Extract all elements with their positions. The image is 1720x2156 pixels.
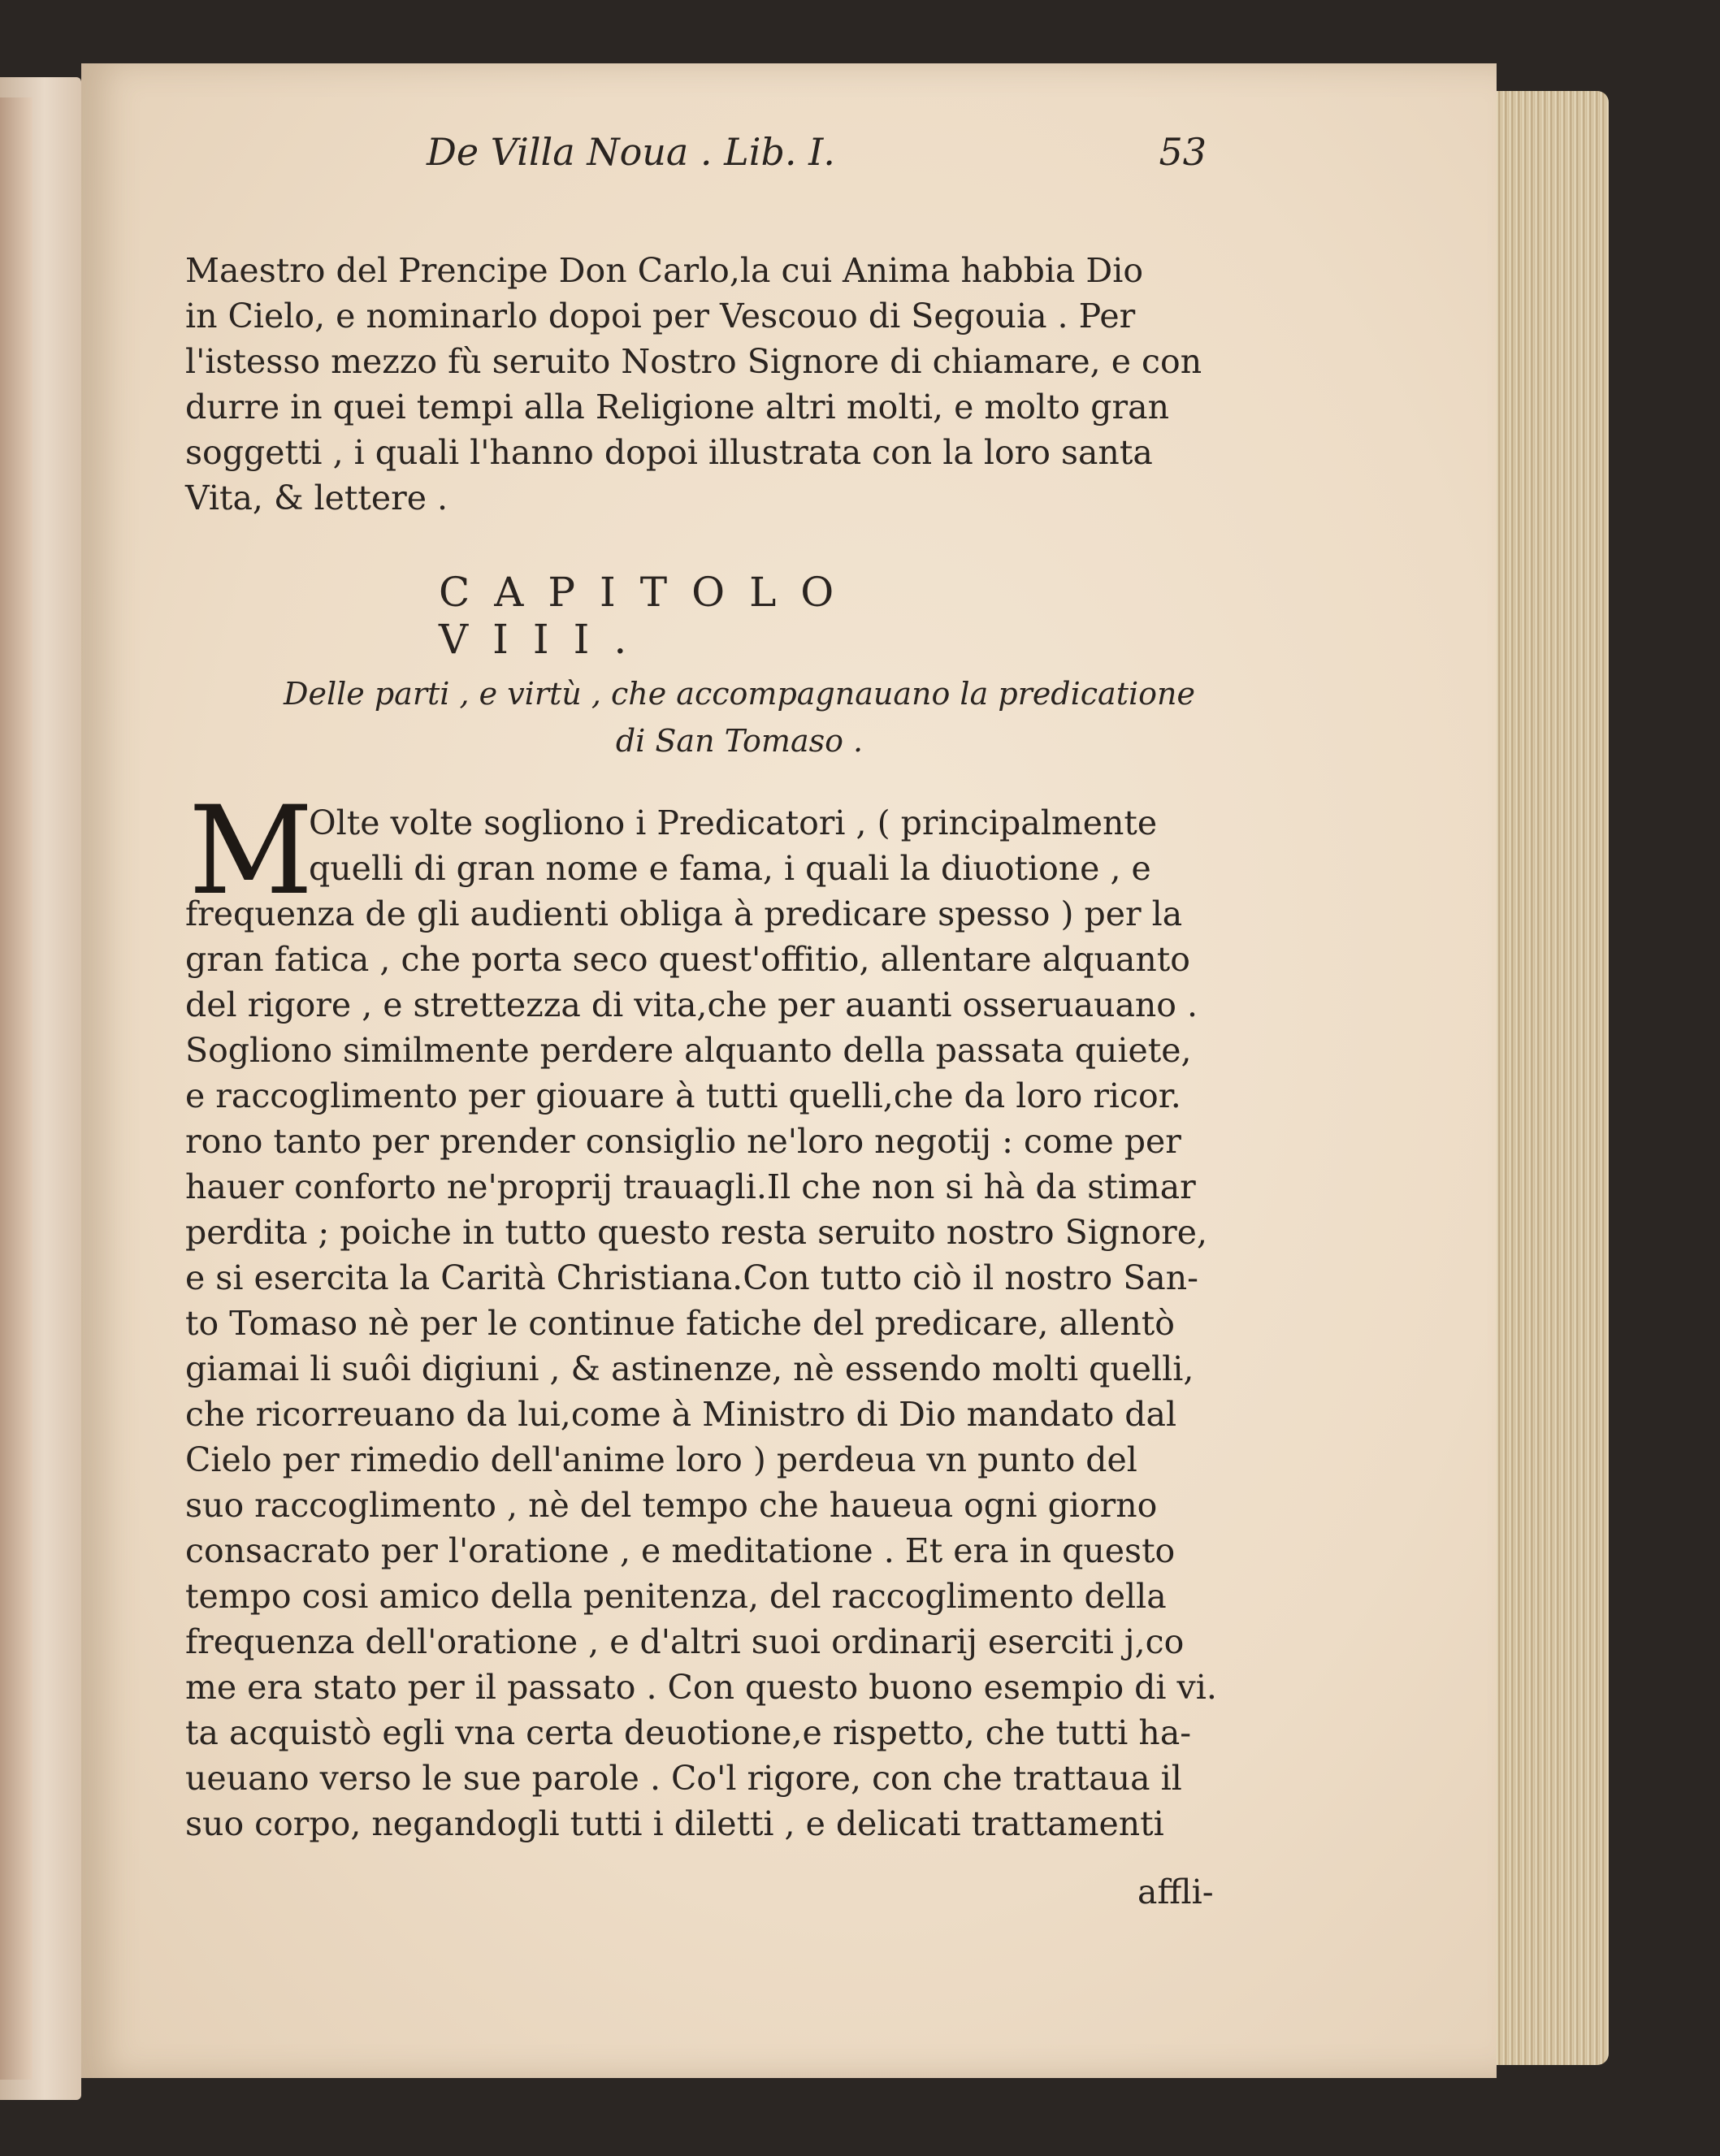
text-line: tempo cosi amico della penitenza, del raccoglimento della <box>185 1577 1167 1616</box>
text-line: frequenza de gli audienti obliga à predicare spesso ) per la <box>185 894 1183 933</box>
text-line: consacrato per l'oratione , e meditatione . Et era in questo <box>185 1531 1176 1570</box>
text-line: soggetti , i quali l'hanno dopoi illustrata con la loro santa <box>185 433 1153 472</box>
text-line: rono tanto per prender consiglio ne'loro negotij : come per <box>185 1122 1181 1161</box>
catchword: affli- <box>1137 1872 1214 1911</box>
text-line: durre in quei tempi alla Religione altri molti, e molto gran <box>185 387 1169 426</box>
body-paragraph <box>185 781 1274 1846</box>
text-line: perdita ; poiche in tutto questo resta seruito nostro Signore, <box>185 1213 1208 1252</box>
text-line: Maestro del Prencipe Don Carlo,la cui Anima habbia Dio <box>185 251 1144 290</box>
text-line: gran fatica , che porta seco quest'offitio, allentare alquanto <box>185 940 1190 979</box>
text-line: Olte volte sogliono i Predicatori , ( principalmente <box>309 803 1158 842</box>
text-line: e raccoglimento per giouare à tutti quelli,che da loro ricor. <box>185 1076 1181 1115</box>
page-number: 53 <box>1159 130 1207 174</box>
text-line: Cielo per rimedio dell'anime loro ) perdeua vn punto del <box>185 1440 1137 1479</box>
text-line: che ricorreuano da lui,come à Ministro di Dio mandato dal <box>185 1395 1177 1434</box>
text-line: l'istesso mezzo fù seruito Nostro Signore di chiamare, e con <box>185 342 1202 381</box>
running-title: De Villa Noua . Lib. I. <box>427 130 835 174</box>
running-head <box>427 130 1207 174</box>
text-line: suo corpo, negandogli tutti i diletti , e delicati trattamenti <box>185 1804 1164 1843</box>
text-line: me era stato per il passato . Con questo buono esempio di vi. <box>185 1668 1217 1707</box>
text-line: quelli di gran nome e fama, i quali la diuotione , e <box>309 849 1151 888</box>
text-line: ta acquistò egli vna certa deuotione,e rispetto, che tutti ha- <box>185 1713 1192 1752</box>
text-line: Sogliono similmente perdere alquanto della passata quiete, <box>185 1031 1192 1070</box>
drop-cap: M <box>188 781 314 922</box>
subtitle-line: Delle parti , e virtù , che accompagnauano la predicatione <box>284 676 1195 712</box>
text-line: in Cielo, e nominarlo dopoi per Vescouo di Segouia . Per <box>185 297 1136 336</box>
text-line: e si esercita la Carità Christiana.Con tutto ciò il nostro San- <box>185 1258 1198 1297</box>
text-line: hauer conforto ne'proprij trauagli.Il che non si hà da stimar <box>185 1167 1196 1206</box>
text-line: giamai li suôi digiuni , & astinenze, nè essendo molti quelli, <box>185 1349 1194 1388</box>
chapter-subtitle <box>219 670 1259 764</box>
chapter-title: CAPITOLO VIII. <box>439 569 859 663</box>
text-line: Vita, & lettere . <box>185 478 448 517</box>
subtitle-line: di San Tomaso . <box>615 723 864 759</box>
text-line: to Tomaso nè per le continue fatiche del predicare, allentò <box>185 1304 1175 1343</box>
binding-edge <box>0 97 32 2080</box>
text-line: suo raccoglimento , nè del tempo che haueua ogni giorno <box>185 1486 1158 1525</box>
text-line: frequenza dell'oratione , e d'altri suoi ordinarij eserciti j,co <box>185 1622 1185 1661</box>
text-line: del rigore , e strettezza di vita,che per auanti osseruauano . <box>185 985 1198 1024</box>
text-line: ueuano verso le sue parole . Co'l rigore, con che trattaua il <box>185 1759 1182 1798</box>
page-fore-edge <box>1495 91 1609 2065</box>
opening-paragraph <box>185 248 1274 521</box>
